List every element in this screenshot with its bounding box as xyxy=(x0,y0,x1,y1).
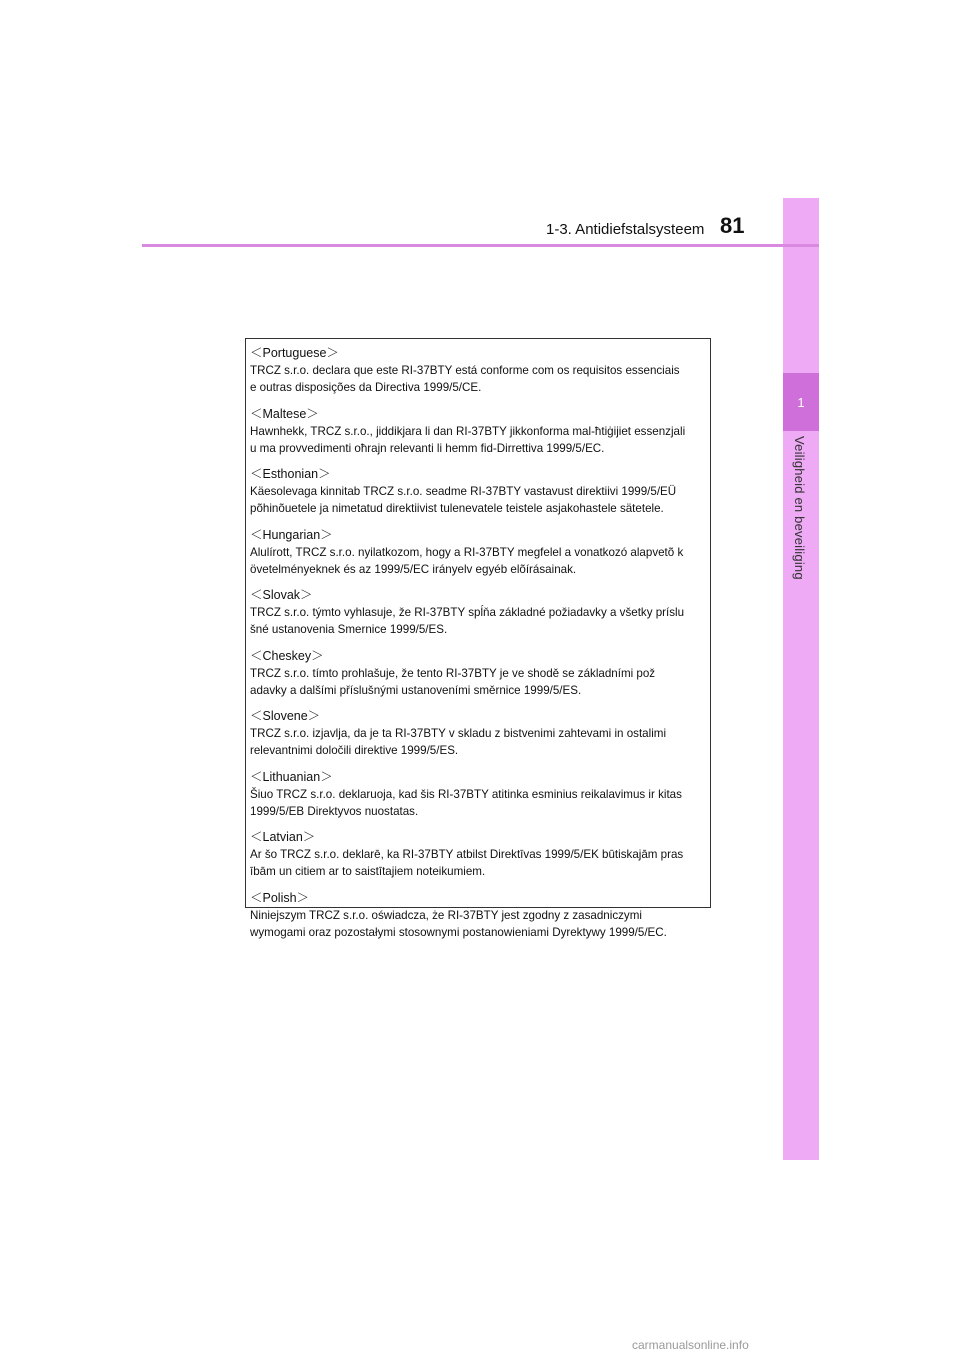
chapter-label: Veiligheid en beveiliging xyxy=(792,436,807,580)
chapter-tab xyxy=(783,198,819,1160)
declaration-portuguese xyxy=(250,345,710,396)
declaration-text: Šiuo TRCZ s.r.o. deklaruoja, kad šis RI-37BTY atitinka esminius reikalavimus ir kitas 1999/5/EB Direktyvos nuostatas. xyxy=(250,787,682,818)
declaration-text: TRCZ s.r.o. týmto vyhlasuje, že RI-37BTY spĺňa základné požiadavky a všetky príslu šné ustanovenia Smernice 1999/5/ES. xyxy=(250,606,685,636)
declaration-text: TRCZ s.r.o. izjavlja, da je ta RI-37BTY v skladu z bistvenimi zahtevami in ostalimi relevantnimi določili direktive 1999/5/ES. xyxy=(250,727,667,757)
declaration-language: ＜Esthonian＞ xyxy=(250,467,331,481)
header-rule xyxy=(142,244,819,247)
declaration-cheskey xyxy=(250,648,710,699)
declaration-hungarian xyxy=(250,527,710,578)
declaration-text: Hawnhekk, TRCZ s.r.o., jiddikjara li dan RI-37BTY jikkonforma mal-ħtiġijiet essenzjali u ma provvedimenti oħrajn relevanti li hemm fid-Dirrettiva 1999/5/EC. xyxy=(250,424,686,455)
page-number: 81 xyxy=(720,213,745,238)
declaration-text: Käesolevaga kinnitab TRCZ s.r.o. seadme RI-37BTY vastavust direktiivi 1999/5/EÜ põhinõuetele ja nimetatud direktiivist tulenevatele teistele asjakohastele sätetele. xyxy=(250,485,677,515)
declaration-language: ＜Hungarian＞ xyxy=(250,527,333,542)
declaration-language: ＜Maltese＞ xyxy=(250,406,319,421)
declaration-lithuanian xyxy=(250,769,710,820)
declaration-language: ＜Portuguese＞ xyxy=(250,346,339,360)
declaration-text: TRCZ s.r.o. declara que este RI-37BTY está conforme com os requisitos essenciais e outras disposições da Directiva 1999/5/CE. xyxy=(250,364,680,394)
declaration-maltese xyxy=(250,406,710,457)
declaration-esthonian xyxy=(250,466,710,517)
section-title: 1-3. Antidiefstalsysteem xyxy=(546,221,705,238)
declaration-slovak xyxy=(250,587,710,638)
watermark: carmanualsonline.info xyxy=(632,1338,749,1352)
declaration-text: Ar šo TRCZ s.r.o. deklarē, ka RI-37BTY atbilst Direktīvas 1999/5/EK būtiskajām pras ībām un citiem ar to saistītajiem noteikumiem. xyxy=(250,848,684,878)
declaration-language: ＜Slovene＞ xyxy=(250,709,321,723)
declaration-language: ＜Polish＞ xyxy=(250,890,310,905)
declaration-text: TRCZ s.r.o. tímto prohlašuje, že tento RI-37BTY je ve shodě se základními pož adavky a dalšími příslušnými ustanoveními směrnice 1999/5/ES. xyxy=(250,666,656,697)
declaration-language: ＜Slovak＞ xyxy=(250,588,313,602)
declaration-language: ＜Lithuanian＞ xyxy=(250,769,333,784)
declaration-language: ＜Latvian＞ xyxy=(250,830,316,844)
declaration-text: Niniejszym TRCZ s.r.o. oświadcza, że RI-37BTY jest zgodny z zasadniczymi wymogami oraz pozostałymi stosownymi postanowieniami Dyrektywy 1999/5/EC. xyxy=(250,908,667,939)
declaration-polish xyxy=(250,890,710,941)
declaration-box xyxy=(245,338,711,939)
declaration-language: ＜Cheskey＞ xyxy=(250,648,324,663)
chapter-number: 1 xyxy=(783,373,819,431)
declaration-text: Alulírott, TRCZ s.r.o. nyilatkozom, hogy a RI-37BTY megfelel a vonatkozó alapvetõ k övetelményeknek és az 1999/5/EC irányelv egyéb elõírásainak. xyxy=(250,545,684,576)
declaration-slovene xyxy=(250,708,710,759)
declaration-latvian xyxy=(250,829,710,880)
